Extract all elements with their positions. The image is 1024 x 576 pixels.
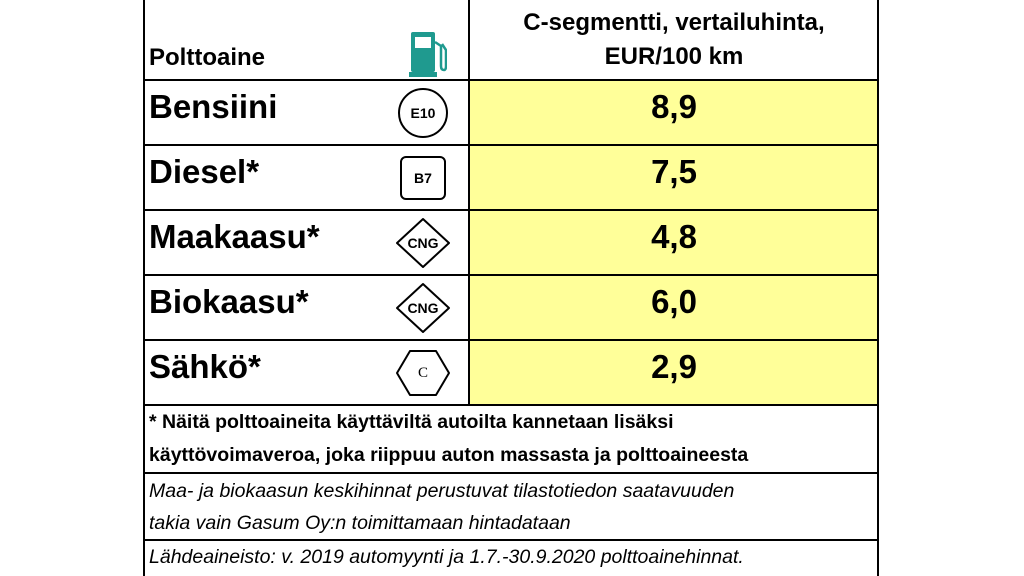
table-row <box>143 275 879 340</box>
note-divider <box>143 539 879 541</box>
badge-label: CNG <box>407 300 439 316</box>
fuel-badge-circle-icon <box>387 85 459 141</box>
fuel-name: Diesel* <box>149 153 260 190</box>
border-left <box>143 0 145 576</box>
row-divider <box>143 339 879 341</box>
price-value: 8,9 <box>651 88 697 125</box>
badge-label: CNG <box>407 235 439 251</box>
row-divider <box>143 404 879 406</box>
price-column-header <box>469 0 879 80</box>
fuel-badge-hexagon-icon <box>387 345 459 401</box>
badge-label: C <box>417 364 428 381</box>
fuel-name: Sähkö* <box>149 348 261 385</box>
price-value: 2,9 <box>651 348 697 385</box>
price-value: 4,8 <box>651 218 697 255</box>
gas-note-line1: Maa- ja biokaasun keskihinnat perustuvat tilastotiedon saatavuuden <box>149 480 735 502</box>
note-divider <box>143 472 879 474</box>
fuel-badge-diamond-icon <box>387 215 459 271</box>
badge-label: E10 <box>410 105 436 121</box>
fuel-name: Biokaasu* <box>149 283 309 320</box>
table-row <box>143 145 879 210</box>
column-divider <box>468 0 470 405</box>
tax-note-line1: * Näitä polttoaineita käyttäviltä autoilta kannetaan lisäksi <box>149 411 674 433</box>
price-header-line2: EUR/100 km <box>604 43 744 70</box>
source-note: Lähdeaineisto: v. 2019 automyynti ja 1.7.-30.9.2020 polttoainehinnat. <box>149 546 744 568</box>
table-row <box>143 340 879 405</box>
fuel-badge-diamond-icon <box>387 280 459 336</box>
price-value: 6,0 <box>651 283 697 320</box>
fuel-badge-square-icon <box>387 150 459 206</box>
fuel-name: Bensiini <box>149 88 278 125</box>
fuel-price-table <box>143 0 879 576</box>
badge-label: B7 <box>414 170 432 186</box>
fuel-name: Maakaasu* <box>149 218 320 255</box>
header-divider <box>143 79 879 81</box>
gas-note-line2: takia vain Gasum Oy:n toimittamaan hintadataan <box>149 512 571 534</box>
fuel-column-header: Polttoaine <box>149 44 266 71</box>
table-row <box>143 80 879 145</box>
row-divider <box>143 144 879 146</box>
row-divider <box>143 274 879 276</box>
fuel-pump-icon <box>409 30 447 78</box>
price-value: 7,5 <box>651 153 697 190</box>
price-header-line1: C-segmentti, vertailuhinta, <box>523 9 825 36</box>
row-divider <box>143 209 879 211</box>
border-right <box>877 0 879 576</box>
tax-note-line2: käyttövoimaveroa, joka riippuu auton massasta ja polttoaineesta <box>149 444 749 466</box>
table-row <box>143 210 879 275</box>
